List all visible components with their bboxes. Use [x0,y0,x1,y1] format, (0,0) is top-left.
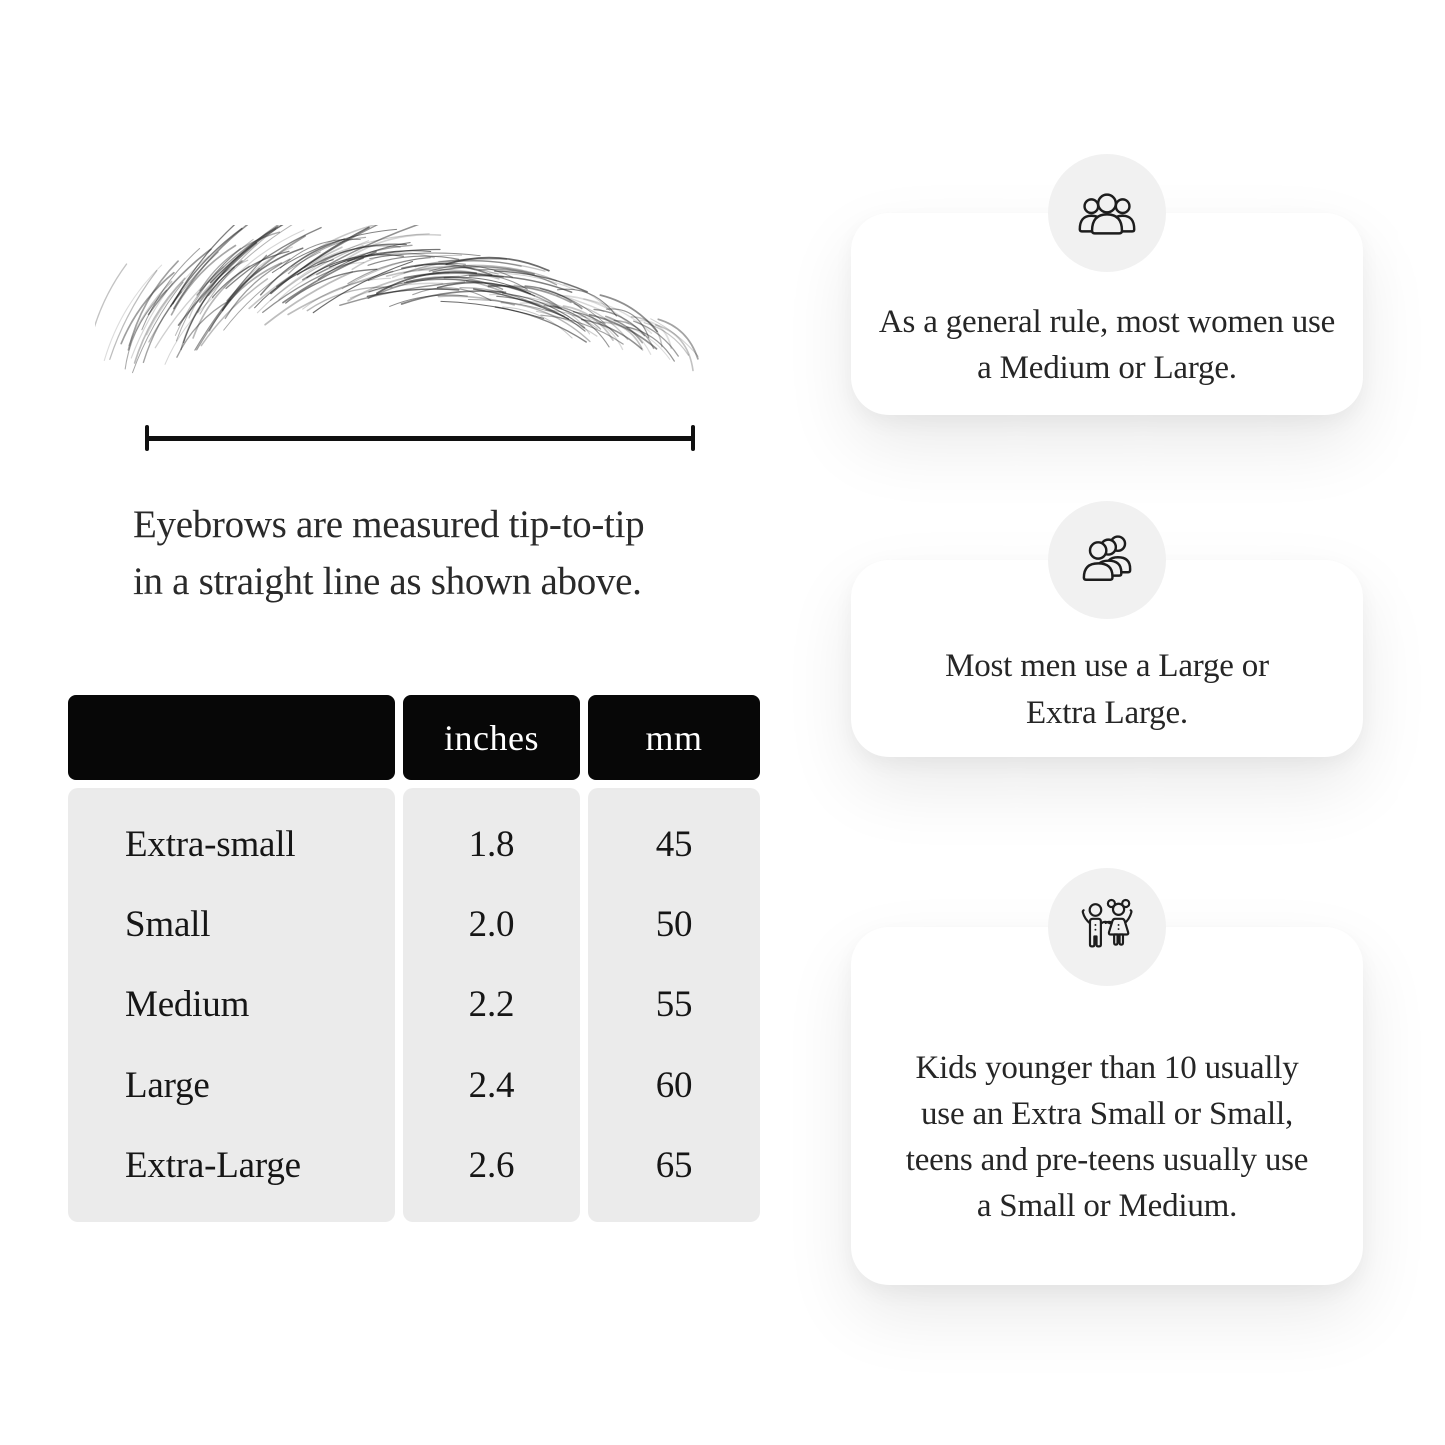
mm-value: 60 [655,1064,693,1106]
mm-value: 55 [655,984,693,1026]
size-table-body [68,788,760,1222]
card-men [851,560,1363,757]
measurement-caption [133,497,644,611]
mm-value: 45 [655,823,693,865]
inches-value: 2.6 [468,1145,515,1187]
inches-value: 2.2 [468,984,515,1026]
measurement-line-bar [149,436,691,441]
card-women-badge [1048,154,1166,272]
inches-value: 2.0 [468,904,515,946]
eyebrow-illustration [95,225,715,417]
measurement-line-right-cap [691,425,695,451]
header-cell-size [68,695,395,780]
size-label: Large [125,1064,210,1106]
inches-value: 2.4 [468,1064,515,1106]
size-table-header [68,695,760,780]
mm-column [588,788,760,1222]
card-men-text: Most men use a Large or Extra Large. [945,648,1269,731]
card-kids [851,927,1363,1285]
mm-value: 50 [655,904,693,946]
men-group-icon [1073,526,1141,594]
size-table [68,695,760,1222]
size-label-column [68,788,395,1222]
card-kids-text: Kids younger than 10 usually use an Extra Small or Small, teens and pre-teens usually use a Small or Medium. [905,1049,1309,1225]
women-group-icon [1073,179,1141,247]
size-label: Small [125,904,211,946]
card-women-text: As a general rule, most women use a Medium or Large. [878,303,1336,386]
size-label: Extra-Large [125,1145,301,1187]
header-cell-inches: inches [403,695,580,780]
card-kids-badge [1048,868,1166,986]
caption-line-1: Eyebrows are measured tip-to-tip [133,503,645,546]
size-label: Medium [125,984,250,1026]
inches-column [403,788,580,1222]
measurement-line [145,424,695,452]
kids-icon [1073,893,1141,961]
header-cell-mm: mm [588,695,760,780]
card-women [851,213,1363,415]
size-label: Extra-small [125,823,296,865]
caption-line-2: in a straight line as shown above. [133,559,642,603]
mm-value: 65 [655,1145,693,1187]
inches-value: 1.8 [468,823,515,865]
card-men-badge [1048,501,1166,619]
